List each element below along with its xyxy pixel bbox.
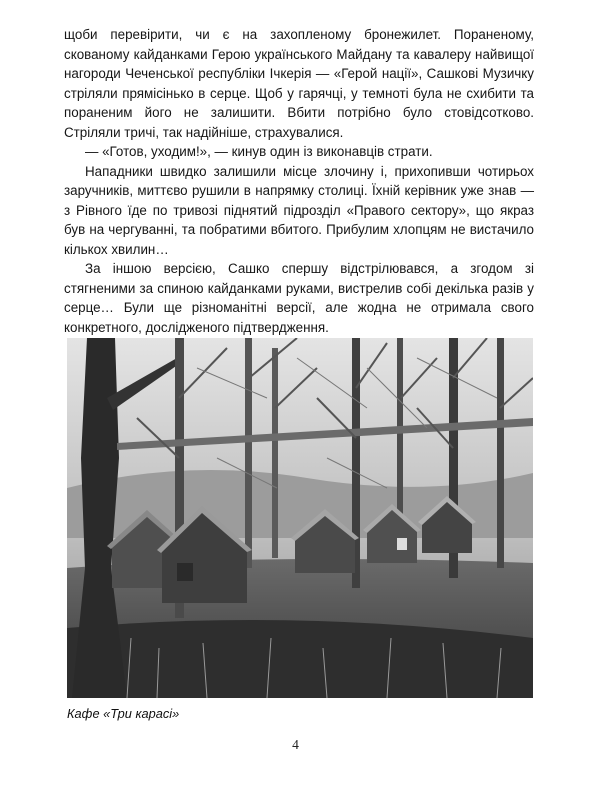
page-number: 4 (292, 737, 299, 752)
paragraph-4: За іншою версією, Сашко спершу відстрілювався, а згодом зі стягненими за спиною кайданками руками, вистрелив собі декілька разів у серце… Були ще різноманітні версії, але жодна не отримала свого конкретного, дослідженого підтвердження. (64, 261, 534, 335)
photo-caption: Кафе «Три карасі» (67, 706, 180, 721)
paragraph-2: — «Готов, уходим!», — кинув один із виконавців страти. (85, 144, 433, 159)
paragraph-3: Нападники швидко залишили місце злочину і, прихопивши чотирьох заручників, миттєво рушили в напрямку столиці. Їхній керівник уже знав — з Рівного їде по тривозі піднятий підрозділ «Правого сектору», що якраз був на чергуванні, та побратими вбитого. Прибулим хлопцям не вистачило кількох хвилин… (64, 163, 534, 257)
cafe-photo-illustration (67, 338, 533, 698)
cafe-photo (67, 338, 533, 698)
paragraph-1: щоби перевірити, чи є на захопленому бронежилет. Пораненому, скованому кайданками Герою українського Майдану та кавалеру найвищої нагороди Чеченської республіки Ічкерія — «Герой нації», Сашкові Музичку стріляли прямісінько в серце. Щоб у гарячці, у темноті була не схибити та пораненим його не залишити. Вбити потрібно було стовідсотково. Стріляли тричі, так надійніше, страхувалися. (64, 27, 534, 140)
body-text (64, 25, 534, 357)
